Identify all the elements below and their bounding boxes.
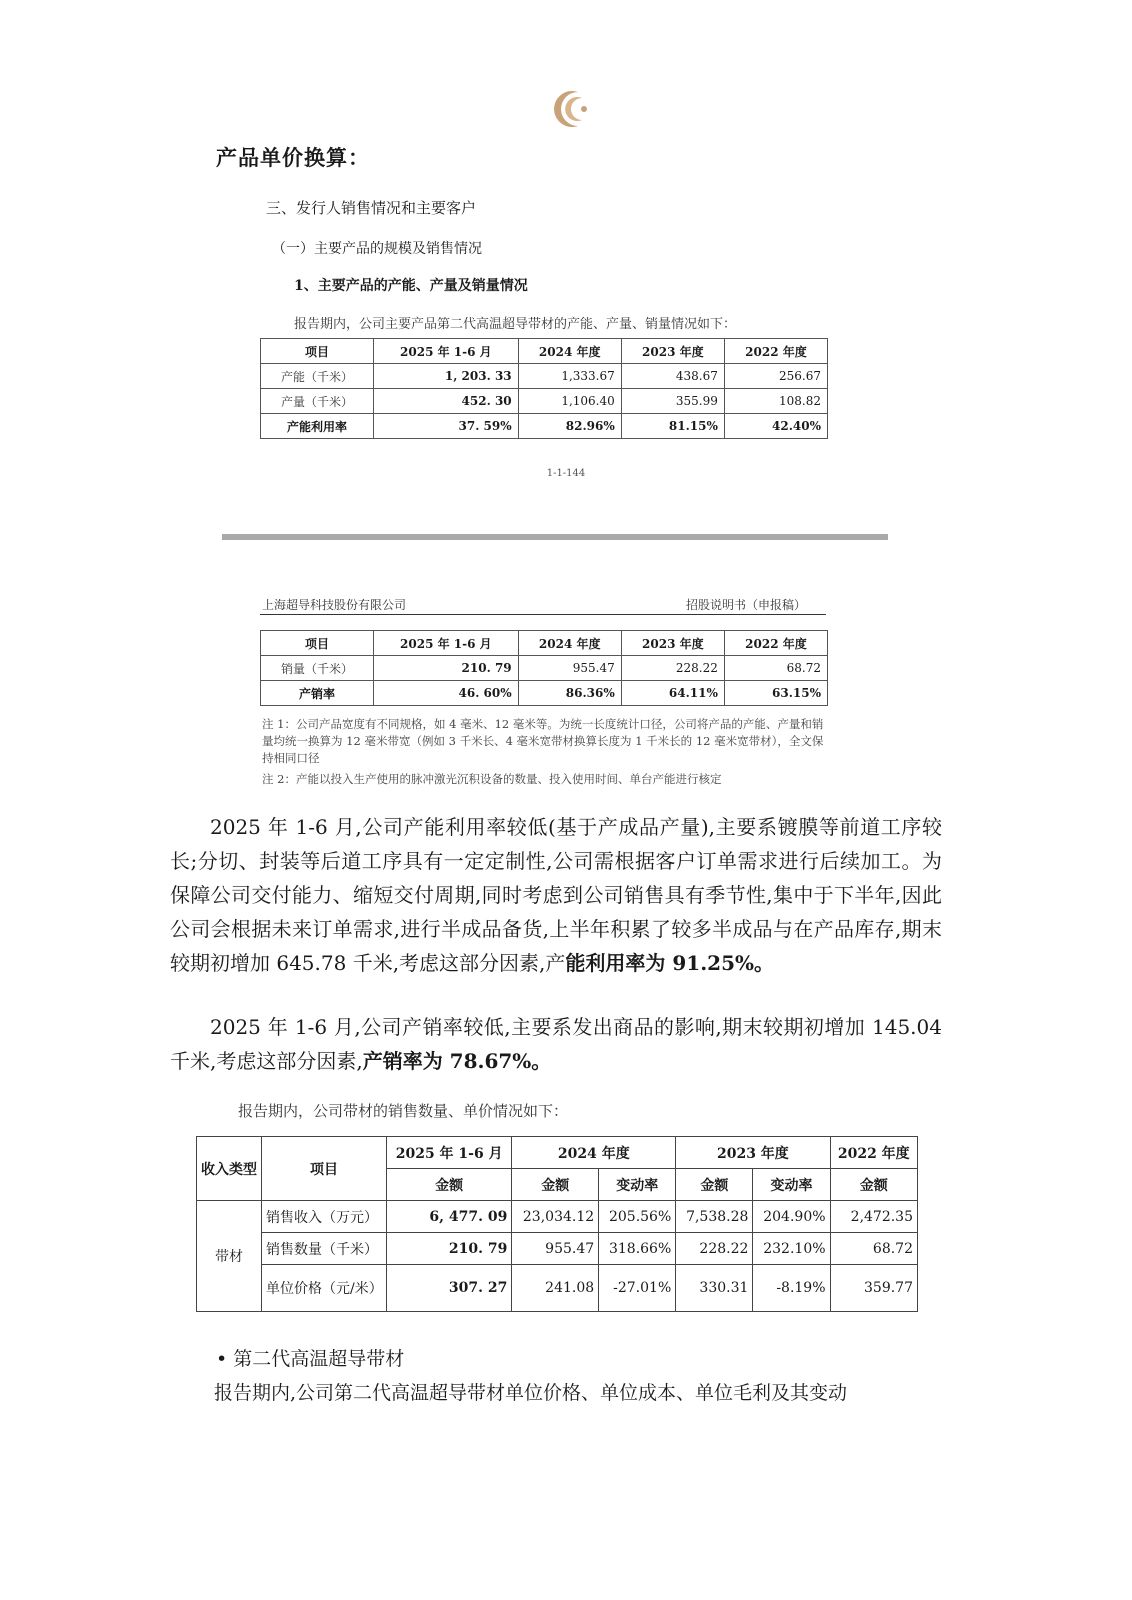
table-cell: 46. 60%: [374, 681, 519, 706]
table-header: 2022 年度: [724, 339, 827, 364]
table-header: 2025 年 1-6 月: [387, 1137, 512, 1169]
table-cell: 2,472.35: [830, 1201, 917, 1233]
table-row: [261, 389, 828, 414]
row-label: 产销率: [261, 681, 374, 706]
table-header: 项目: [261, 631, 374, 656]
table-cell: 37. 59%: [374, 414, 519, 439]
table-cell: 210. 79: [374, 656, 519, 681]
row-label: 销售数量（千米）: [262, 1233, 387, 1265]
table-cell: 359.77: [830, 1265, 917, 1312]
table-cell: 256.67: [724, 364, 827, 389]
table-header: 项目: [262, 1137, 387, 1201]
table-cell: 355.99: [621, 389, 724, 414]
table-header: 2022 年度: [724, 631, 827, 656]
table-row: [197, 1201, 918, 1233]
paragraph-sales-rate: [170, 1010, 942, 1078]
capacity-table: [260, 338, 828, 439]
row-label: 销量（千米）: [261, 656, 374, 681]
capacity-intro: 报告期内，公司主要产品第二代高温超导带材的产能、产量、销量情况如下：: [294, 317, 737, 332]
table-header: 2025 年 1-6 月: [374, 339, 519, 364]
table-cell: 63.15%: [724, 681, 827, 706]
sales-table: [260, 630, 828, 706]
table-cell: 64.11%: [621, 681, 724, 706]
header-doc-title: 招股说明书（申报稿）: [686, 598, 807, 612]
paragraph-capacity: [170, 810, 942, 980]
closing-line: 报告期内,公司第二代高温超导带材单位价格、单位成本、单位毛利及其变动: [214, 1382, 848, 1404]
row-label: 产能（千米）: [261, 364, 374, 389]
paragraph-text: 2025 年 1-6 月,公司产能利用率较低(基于产成品产量),主要系镀膜等前道工序较长;分切、封装等后道工序具有一定定制性,公司需根据客户订单需求进行后续加工。为保障公司交付能力、缩短交付周期,同时考虑到公司销售具有季节性,集中于下半年,因此公司会根据未来订单需求,进行半成品备货,上半年积累了较多半成品与在产品库存,期末较期初增加 645.78 千米,考虑这部分因素,产: [170, 815, 942, 975]
header-rule: [260, 614, 826, 615]
bullet-item: • 第二代高温超导带材: [216, 1348, 405, 1370]
table-cell: 955.47: [518, 656, 621, 681]
table-subheader: 变动率: [753, 1169, 830, 1201]
table-row: [261, 364, 828, 389]
page-divider: [222, 534, 888, 540]
table-subheader: 金额: [387, 1169, 512, 1201]
table-cell: 1,333.67: [518, 364, 621, 389]
table-cell: 1, 203. 33: [374, 364, 519, 389]
note-2: 注 2：产能以投入生产使用的脉冲激光沉积设备的数量、投入使用时间、单台产能进行核定: [262, 772, 722, 786]
table-cell: -8.19%: [753, 1265, 830, 1312]
table-subheader: 金额: [512, 1169, 599, 1201]
table-cell: 210. 79: [387, 1233, 512, 1265]
table-row: [197, 1233, 918, 1265]
table-cell: 955.47: [512, 1233, 599, 1265]
table-header: 2024 年度: [512, 1137, 676, 1169]
page-heading: 产品单价换算：: [216, 145, 370, 170]
table-header-row: [197, 1137, 918, 1169]
table-header-row: [261, 631, 828, 656]
price-intro: 报告期内，公司带材的销售数量、单价情况如下：: [238, 1102, 569, 1120]
table-cell: 307. 27: [387, 1265, 512, 1312]
table-header-row: [261, 339, 828, 364]
table-subheader: 变动率: [599, 1169, 676, 1201]
table-cell: 42.40%: [724, 414, 827, 439]
table-header: 2024 年度: [518, 631, 621, 656]
section-title: 三、发行人销售情况和主要客户: [266, 199, 477, 217]
subsection-title: （一）主要产品的规模及销售情况: [272, 241, 482, 257]
row-label: 产能利用率: [261, 414, 374, 439]
table-header: 2023 年度: [621, 631, 724, 656]
table-subheader: 金额: [676, 1169, 753, 1201]
paragraph-highlight: 能利用率为 91.25%。: [565, 951, 775, 975]
table-row: [261, 414, 828, 439]
table-cell: 81.15%: [621, 414, 724, 439]
table-cell: 23,034.12: [512, 1201, 599, 1233]
table-cell: 232.10%: [753, 1233, 830, 1265]
company-logo: [548, 86, 594, 132]
table-cell: 86.36%: [518, 681, 621, 706]
table-header: 2025 年 1-6 月: [374, 631, 519, 656]
table-subheader: 金额: [830, 1169, 917, 1201]
table-cell: 205.56%: [599, 1201, 676, 1233]
table-cell: 318.66%: [599, 1233, 676, 1265]
row-label: 销售收入（万元）: [262, 1201, 387, 1233]
table-cell: 82.96%: [518, 414, 621, 439]
table-cell: 108.82: [724, 389, 827, 414]
sub-subsection-title: 1、主要产品的产能、产量及销量情况: [294, 278, 528, 294]
table-header: 2023 年度: [621, 339, 724, 364]
table-row: [197, 1265, 918, 1312]
table-header: 项目: [261, 339, 374, 364]
table-cell: 438.67: [621, 364, 724, 389]
header-company: 上海超导科技股份有限公司: [262, 598, 407, 612]
paragraph-highlight: 产销率为 78.67%。: [362, 1049, 552, 1073]
table-cell: 204.90%: [753, 1201, 830, 1233]
table-header: 2023 年度: [676, 1137, 830, 1169]
price-table: [196, 1136, 918, 1312]
row-label: 单位价格（元/米）: [262, 1265, 387, 1312]
table-cell: 7,538.28: [676, 1201, 753, 1233]
paragraph-text: 2025 年 1-6 月,公司产销率较低,主要系发出商品的影响,期末较期初增加 145.04 千米,考虑这部分因素,: [170, 1015, 942, 1073]
table-cell: 68.72: [724, 656, 827, 681]
table-header: 收入类型: [197, 1137, 262, 1201]
table-cell: 241.08: [512, 1265, 599, 1312]
table-header: 2022 年度: [830, 1137, 917, 1169]
table-cell: 6, 477. 09: [387, 1201, 512, 1233]
category-cell: 带材: [197, 1201, 262, 1312]
table-row: [261, 656, 828, 681]
table-header: 2024 年度: [518, 339, 621, 364]
table-cell: 228.22: [676, 1233, 753, 1265]
table-cell: 1,106.40: [518, 389, 621, 414]
table-cell: 330.31: [676, 1265, 753, 1312]
table-notes: [262, 716, 832, 792]
row-label: 产量（千米）: [261, 389, 374, 414]
note-1: 注 1：公司产品宽度有不同规格，如 4 毫米、12 毫米等。为统一长度统计口径，公司将产品的产能、产量和销量均统一换算为 12 毫米带宽（例如 3 千米长、4 毫米宽带材换算长度为 1 千米长的 12 毫米宽带材），全文保持相同口径: [262, 717, 824, 765]
table-row: [261, 681, 828, 706]
table-cell: 228.22: [621, 656, 724, 681]
table-cell: -27.01%: [599, 1265, 676, 1312]
table-cell: 452. 30: [374, 389, 519, 414]
table-cell: 68.72: [830, 1233, 917, 1265]
page-number: 1-1-144: [546, 468, 586, 479]
